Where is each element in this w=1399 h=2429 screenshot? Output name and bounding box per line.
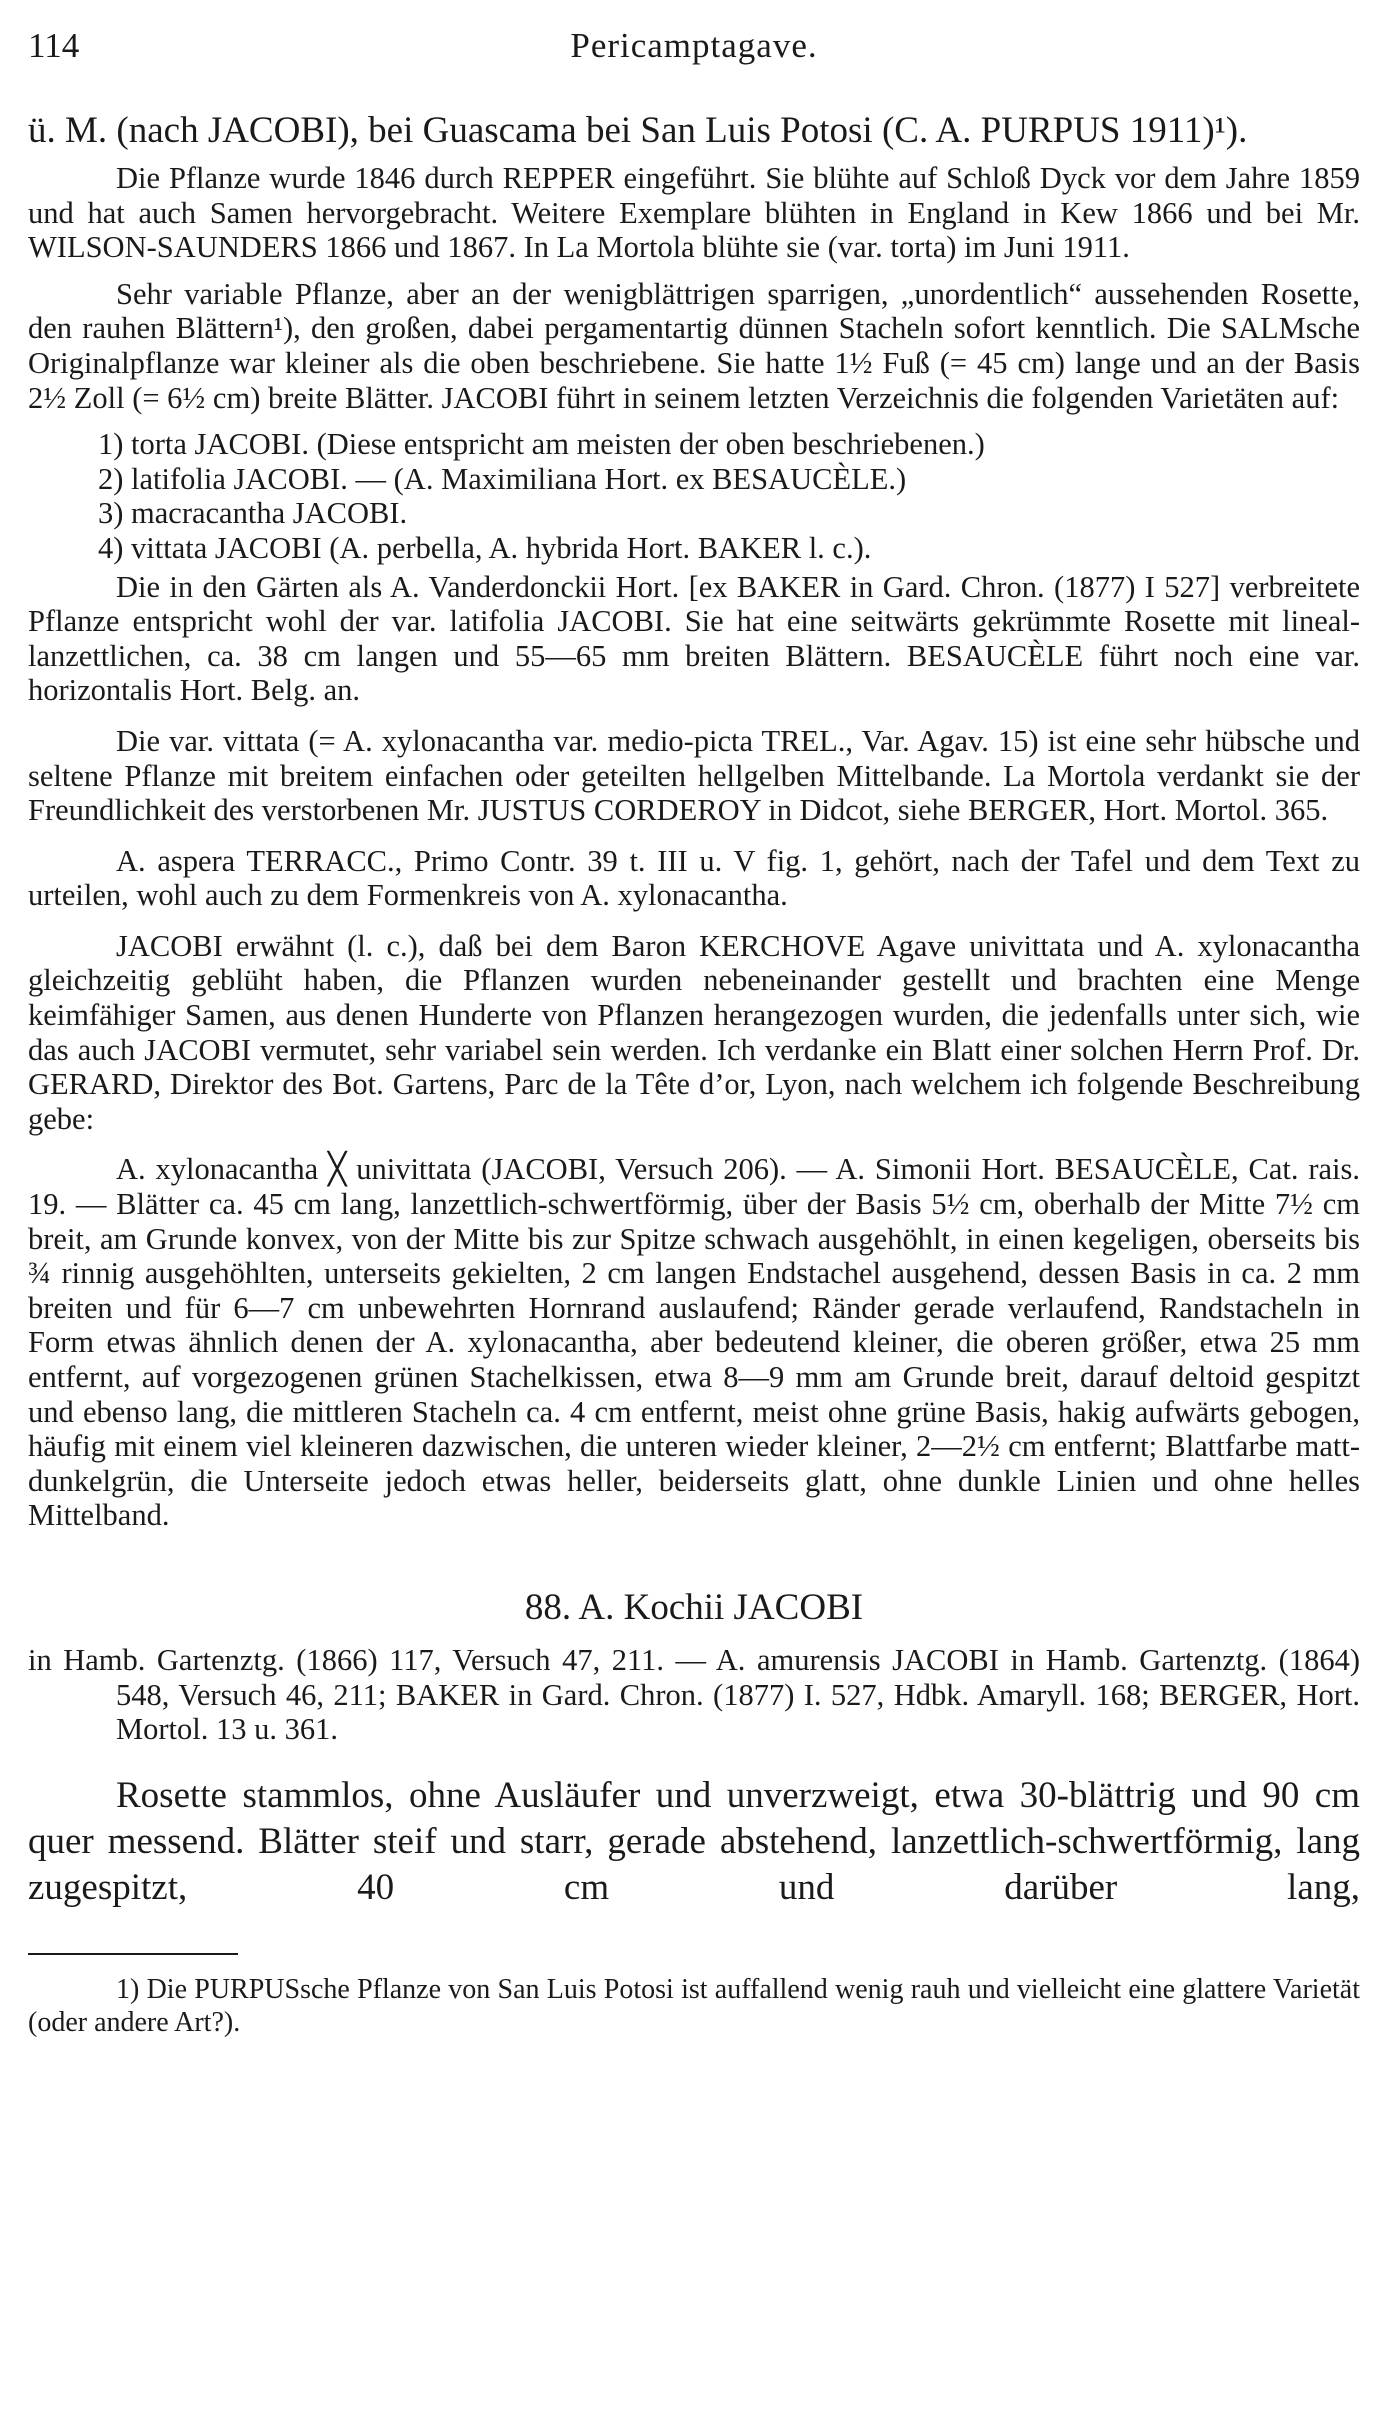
species-heading: 88. A. Kochii JACOBI <box>524 1586 864 1628</box>
paragraph-introduction: Die Pflanze wurde 1846 durch REPPER eingeführt. Sie blühte auf Schloß Dyck vor dem Jahre 1859 und hat auch Samen hervorgebracht. Weitere Exemplare blühten in England in Kew 1866 und bei Mr. WILSON-SAUNDERS 1866 und 1867. In La Mortola blühte sie (var. torta) im Juni 1911. <box>28 161 1360 265</box>
list-item: 4) vittata JACOBI (A. perbella, A. hybrida Hort. BAKER l. c.). <box>98 530 872 565</box>
paragraph-vanderdonckii: Die in den Gärten als A. Vanderdonckii Hort. [ex BAKER in Gard. Chron. (1877) I 527] verbreitete Pflanze entspricht wohl der var. latifolia JACOBI. Sie hat eine seitwärts gekrümmte Rosette mit lineal-lanzettlichen, ca. 38 cm langen und 55—65 mm breiten Blättern. BESAUCÈLE führt noch eine var. horizontalis Hort. Belg. an. <box>28 569 1360 708</box>
species-description: Rosette stammlos, ohne Ausläufer und unverzweigt, etwa 30-blättrig und 90 cm quer messend. Blätter steif und starr, gerade abstehend, lanzettlich-schwertförmig, lang zugespitzt, 40 cm und darüber lang, <box>28 1774 1360 1908</box>
list-item: 3) macracantha JACOBI. <box>98 496 408 531</box>
species-citation: in Hamb. Gartenztg. (1866) 117, Versuch 47, 211. — A. amurensis JACOBI in Hamb. Gartenztg. (1864) 548, Versuch 46, 211; BAKER in Gard. Chron. (1877) I. 527, Hdbk. Amaryll. 168; BERGER, Hort. Mortol. 13 u. 361. <box>28 1642 1360 1747</box>
paragraph-hybrid-description: A. xylonacantha ╳ univittata (JACOBI, Versuch 206). — A. Simonii Hort. BESAUCÈLE, Cat. rais. 19. — Blätter ca. 45 cm lang, lanzettlich-schwertförmig, über der Basis 5½ cm, oberhalb der Mitte 7½ cm breit, am Grunde konvex, von der Mitte bis zur Spitze schwach ausgehöhlt, in einen kegeligen, oberseits bis ¾ rinnig ausgehöhlten, unterseits gekielten, 2 cm langen Endstachel ausgehend, dessen Basis in ca. 2 mm breiten und für 6—7 cm unbewehrten Hornrand auslaufend; Ränder gerade verlaufend, Randstacheln in Form etwas ähnlich denen der A. xylonacantha, aber bedeutend kleiner, die oberen größer, etwa 25 mm entfernt, auf vorgezogenen grünen Stachelkissen, etwa 8—9 mm am Grunde breit, darauf deltoid gespitzt und ebenso lang, die mittleren Stacheln ca. 4 cm entfernt, meist ohne grüne Basis, hakig aufwärts gebogen, häufig mit einem viel kleineren dazwischen, die unteren wieder kleiner, 2—2½ cm entfernt; Blattfarbe matt-dunkelgrün, die Unterseite jedoch etwas heller, beiderseits glatt, ohne dunkle Linien und ohne helles Mittelband. <box>28 1152 1360 1533</box>
paragraph-aspera: A. aspera TERRACC., Primo Contr. 39 t. III u. V fig. 1, gehört, nach der Tafel und dem Text zu urteilen, wohl auch zu dem Formenkreis von A. xylonacantha. <box>28 843 1360 913</box>
footnote-divider <box>28 1953 238 1955</box>
list-item: 2) latifolia JACOBI. — (A. Maximiliana Hort. ex BESAUCÈLE.) <box>98 461 907 496</box>
running-title: Pericamptagave. <box>570 26 818 65</box>
paragraph-vittata: Die var. vittata (= A. xylonacantha var. medio-picta TREL., Var. Agav. 15) ist eine sehr hübsche und seltene Pflanze mit breitem einfachen oder geteilten hellgelben Mittelbande. La Mortola verdankt sie der Freundlichkeit des verstorbenen Mr. JUSTUS CORDEROY in Didcot, siehe BERGER, Hort. Mortol. 365. <box>28 723 1360 828</box>
paragraph-continuation: ü. M. (nach JACOBI), bei Guascama bei San Luis Potosi (C. A. PURPUS 1911)¹). <box>28 110 1248 151</box>
footnote: 1) Die PURPUSsche Pflanze von San Luis Potosi ist auffallend wenig rauh und vielleicht eine glattere Varietät (oder andere Art?). <box>28 1973 1360 2038</box>
page-header <box>28 26 1360 70</box>
paragraph-variability: Sehr variable Pflanze, aber an der wenigblättrigen sparrigen, „unordentlich“ aussehenden Rosette, den rauhen Blättern¹), den großen, dabei pergamentartig dünnen Stacheln sofort kenntlich. Die SALMsche Originalpflanze war kleiner als die oben beschriebene. Sie hatte 1½ Fuß (= 45 cm) lange und an der Basis 2½ Zoll (= 6½ cm) breite Blätter. JACOBI führt in seinem letzten Verzeichnis die folgenden Varietäten auf: <box>28 276 1360 415</box>
document-page <box>28 0 1360 2429</box>
page-body <box>28 108 1360 2039</box>
page-number: 114 <box>28 26 80 65</box>
list-item: 1) torta JACOBI. (Diese entspricht am meisten der oben beschriebenen.) <box>98 427 985 462</box>
paragraph-hybrid: JACOBI erwähnt (l. c.), daß bei dem Baron KERCHOVE Agave univittata und A. xylonacantha gleichzeitig geblüht haben, die Pflanzen wurden nebeneinander gestellt und brachten eine Menge keimfähiger Samen, aus denen Hunderte von Pflanzen herangezogen wurden, die jedenfalls unter sich, wie das auch JACOBI vermutet, sehr variabel sein werden. Ich verdanke ein Blatt einer solchen Herrn Prof. Dr. GERARD, Direktor des Bot. Gartens, Parc de la Tête d’or, Lyon, nach welchem ich folgende Beschreibung gebe: <box>28 928 1360 1136</box>
varieties-list <box>28 427 1360 565</box>
